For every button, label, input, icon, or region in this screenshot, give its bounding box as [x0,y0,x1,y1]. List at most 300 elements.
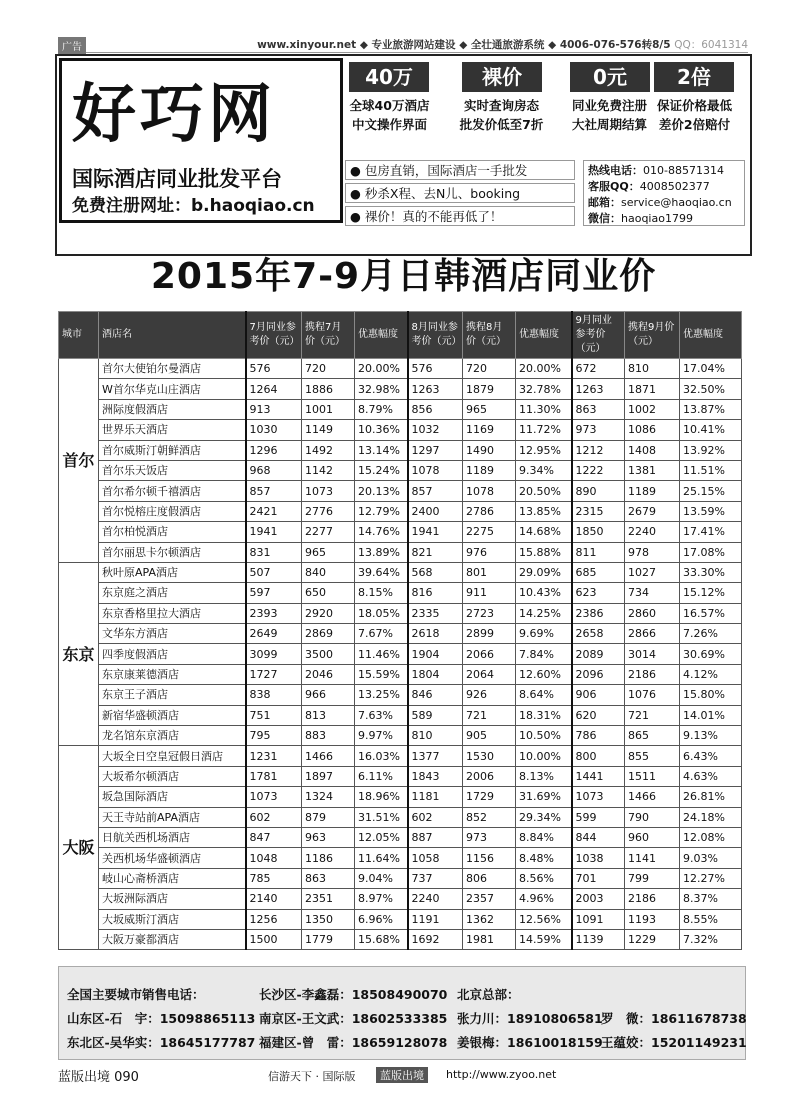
hotel-name-cell: 大阪万豪都酒店 [99,929,246,949]
price-cell: 968 [246,460,302,480]
column-header: 优惠幅度 [680,312,742,359]
column-header: 城市 [59,312,99,359]
price-cell: 29.34% [516,807,572,827]
feature-value-1: 40万 [349,62,429,92]
price-cell: 2315 [572,501,625,521]
hotel-name-cell: 首尔威斯汀朝鲜酒店 [99,440,246,460]
price-cell: 599 [572,807,625,827]
table-row [59,929,742,949]
ad-text [178,37,748,52]
price-cell: 973 [463,827,516,847]
feature-desc-1: 全球40万酒店 中文操作界面 [349,98,430,132]
ad-text-main: www.xinyour.net ◆ 专业旅游网站建设 ◆ 全壮通旅游系统 ◆ 4006-076-576转8/5 [257,39,671,51]
table-row [59,705,742,725]
signup-url[interactable]: 免费注册网址：b.haoqiao.cn [72,196,315,216]
price-cell: 913 [246,399,302,419]
contact-box [583,160,745,226]
price-cell: 2089 [572,644,625,664]
price-cell: 813 [302,705,355,725]
table-row [59,379,742,399]
hotel-name-cell: 大坂洲际酒店 [99,889,246,909]
price-cell: 1189 [625,481,680,501]
price-cell: 15.80% [680,685,742,705]
feature-desc-2: 实时查询房态 批发价低至7折 [459,98,544,132]
price-cell: 18.96% [355,787,408,807]
table-row [59,746,742,766]
price-cell: 831 [246,542,302,562]
price-cell: 8.64% [516,685,572,705]
price-cell: 2064 [463,664,516,684]
price-cell: 2240 [625,522,680,542]
price-cell: 1186 [302,848,355,868]
price-cell: 11.46% [355,644,408,664]
contact-hotline: 热线电话：010-88571314 [588,164,724,177]
price-cell: 1324 [302,787,355,807]
price-cell: 1511 [625,766,680,786]
price-cell: 965 [302,542,355,562]
price-cell: 7.26% [680,624,742,644]
price-cell: 10.43% [516,583,572,603]
price-cell: 17.04% [680,359,742,379]
logo-subtitle: 国际酒店同业批发平台 [72,167,282,191]
price-cell: 2357 [463,889,516,909]
price-cell: 1078 [463,481,516,501]
price-cell: 15.88% [516,542,572,562]
ad-tag: 广告 [58,37,86,54]
price-cell: 13.14% [355,440,408,460]
sales-contact: 姜银梅：18610018159 [457,1035,603,1050]
hotel-name-cell: 文华东方酒店 [99,624,246,644]
price-cell: 856 [408,399,463,419]
price-cell: 1030 [246,420,302,440]
price-cell: 1727 [246,664,302,684]
price-cell: 2006 [463,766,516,786]
price-cell: 905 [463,726,516,746]
price-cell: 620 [572,705,625,725]
price-cell: 1212 [572,440,625,460]
column-header: 优惠幅度 [516,312,572,359]
price-cell: 32.98% [355,379,408,399]
sales-contact: 长沙区-李鑫磊：18508490070 [259,987,448,1002]
contact-qq: 客服QQ：4008502377 [588,180,710,193]
price-cell: 978 [625,542,680,562]
price-cell: 960 [625,827,680,847]
price-cell: 1941 [246,522,302,542]
column-header: 9月同业参考价（元） [572,312,625,359]
hotel-name-cell: 坂急国际酒店 [99,787,246,807]
city-cell: 大阪 [59,746,99,950]
price-cell: 11.51% [680,460,742,480]
price-cell: 33.30% [680,562,742,582]
price-cell: 1981 [463,929,516,949]
price-cell: 9.13% [680,726,742,746]
price-cell: 16.57% [680,603,742,623]
hotel-name-cell: 大坂威斯汀酒店 [99,909,246,929]
column-header: 携程7月价（元） [302,312,355,359]
feature-value-2: 裸价 [462,62,542,92]
price-cell: 9.69% [516,624,572,644]
price-cell: 1001 [302,399,355,419]
table-header-row [59,312,742,359]
sales-contact: 福建区-曾 雷：18659128078 [259,1035,448,1050]
publisher: 信游天下 · 国际版 [268,1070,356,1083]
table-row [59,644,742,664]
price-cell: 1256 [246,909,302,929]
hotel-name-cell: 天王寺站前APA酒店 [99,807,246,827]
table-row [59,420,742,440]
price-cell: 568 [408,562,463,582]
price-cell: 2649 [246,624,302,644]
feature-desc-3: 同业免费注册 大社周期结算 [571,98,647,132]
price-cell: 6.11% [355,766,408,786]
price-cell: 887 [408,827,463,847]
price-cell: 8.15% [355,583,408,603]
city-cell: 东京 [59,562,99,746]
contact-wechat: 微信：haoqiao1799 [588,212,693,225]
table-row [59,542,742,562]
price-cell: 806 [463,868,516,888]
price-cell: 12.56% [516,909,572,929]
price-cell: 701 [572,868,625,888]
hotel-name-cell: 首尔柏悦酒店 [99,522,246,542]
price-cell: 14.76% [355,522,408,542]
rates-table [58,311,742,950]
table-row [59,909,742,929]
price-cell: 12.60% [516,664,572,684]
price-cell: 2096 [572,664,625,684]
sales-heading: 全国主要城市销售电话： [67,987,205,1002]
price-cell: 10.41% [680,420,742,440]
price-cell: 926 [463,685,516,705]
table-row [59,562,742,582]
price-cell: 8.79% [355,399,408,419]
price-cell: 8.13% [516,766,572,786]
price-cell: 30.69% [680,644,742,664]
hotel-name-cell: 首尔大使铂尔曼酒店 [99,359,246,379]
hotel-name-cell: 日航关西机场酒店 [99,827,246,847]
price-cell: 2046 [302,664,355,684]
sales-contact: 东北区-吴华实：18645177787 [67,1035,256,1050]
price-cell: 15.68% [355,929,408,949]
price-cell: 721 [625,705,680,725]
price-cell: 18.05% [355,603,408,623]
price-cell: 15.59% [355,664,408,684]
price-cell: 18.31% [516,705,572,725]
ad-strip [58,36,748,53]
price-cell: 883 [302,726,355,746]
price-cell: 8.55% [680,909,742,929]
price-cell: 799 [625,868,680,888]
price-cell: 840 [302,562,355,582]
price-cell: 7.63% [355,705,408,725]
price-cell: 1191 [408,909,463,929]
price-cell: 685 [572,562,625,582]
price-cell: 976 [463,542,516,562]
price-cell: 1222 [572,460,625,480]
price-cell: 1002 [625,399,680,419]
price-cell: 16.03% [355,746,408,766]
price-cell: 963 [302,827,355,847]
price-cell: 2386 [572,603,625,623]
price-cell: 9.34% [516,460,572,480]
price-cell: 589 [408,705,463,725]
table-row [59,603,742,623]
table-row [59,807,742,827]
price-cell: 838 [246,685,302,705]
price-cell: 8.84% [516,827,572,847]
price-cell: 11.72% [516,420,572,440]
hotel-name-cell: 关西机场华盛顿酒店 [99,848,246,868]
page-title: 2015年7-9月日韩酒店同业价 [150,256,657,297]
hotel-name-cell: 大坂全日空皇冠假日酒店 [99,746,246,766]
price-cell: 1181 [408,787,463,807]
price-cell: 863 [302,868,355,888]
column-header: 携程9月价（元） [625,312,680,359]
price-cell: 1492 [302,440,355,460]
price-cell: 1781 [246,766,302,786]
price-cell: 2776 [302,501,355,521]
hotel-name-cell: 四季度假酒店 [99,644,246,664]
price-cell: 13.87% [680,399,742,419]
price-cell: 14.01% [680,705,742,725]
price-cell: 857 [408,481,463,501]
price-cell: 890 [572,481,625,501]
price-cell: 847 [246,827,302,847]
feature-value-3: 0元 [570,62,650,92]
price-cell: 8.48% [516,848,572,868]
hotel-name-cell: 首尔乐天饭店 [99,460,246,480]
price-cell: 911 [463,583,516,603]
price-cell: 13.85% [516,501,572,521]
price-cell: 2140 [246,889,302,909]
price-cell: 1886 [302,379,355,399]
bullet-2: ● 秒杀X程、去N儿、booking [345,183,575,203]
price-cell: 8.56% [516,868,572,888]
hotel-name-cell: 岐山心斋桥酒店 [99,868,246,888]
price-cell: 13.59% [680,501,742,521]
price-cell: 2723 [463,603,516,623]
price-cell: 1073 [572,787,625,807]
table-row [59,522,742,542]
price-cell: 20.13% [355,481,408,501]
price-cell: 816 [408,583,463,603]
table-row [59,460,742,480]
price-cell: 3014 [625,644,680,664]
table-row [59,501,742,521]
price-cell: 1048 [246,848,302,868]
price-cell: 10.50% [516,726,572,746]
table-row [59,787,742,807]
price-cell: 855 [625,746,680,766]
hotel-name-cell: 秋叶原APA酒店 [99,562,246,582]
price-cell: 1058 [408,848,463,868]
price-cell: 2240 [408,889,463,909]
price-cell: 1729 [463,787,516,807]
price-cell: 1078 [408,460,463,480]
column-header: 携程8月价（元） [463,312,516,359]
price-cell: 1297 [408,440,463,460]
price-cell: 17.41% [680,522,742,542]
price-cell: 1941 [408,522,463,542]
price-cell: 4.12% [680,664,742,684]
price-cell: 737 [408,868,463,888]
price-cell: 1362 [463,909,516,929]
price-cell: 1139 [572,929,625,949]
publisher-url[interactable]: http://www.zyoo.net [446,1068,557,1081]
table-body [59,359,742,950]
price-cell: 720 [302,359,355,379]
price-cell: 2351 [302,889,355,909]
price-cell: 721 [463,705,516,725]
price-cell: 1871 [625,379,680,399]
price-cell: 2186 [625,889,680,909]
hotel-name-cell: 东京香格里拉大酒店 [99,603,246,623]
price-cell: 2866 [625,624,680,644]
price-cell: 2335 [408,603,463,623]
price-cell: 1264 [246,379,302,399]
table-row [59,766,742,786]
price-cell: 7.84% [516,644,572,664]
price-cell: 2679 [625,501,680,521]
price-cell: 11.30% [516,399,572,419]
table-row [59,583,742,603]
hotel-name-cell: 东京庭之酒店 [99,583,246,603]
price-cell: 1073 [302,481,355,501]
price-cell: 1231 [246,746,302,766]
price-cell: 2400 [408,501,463,521]
header-box [55,54,752,297]
hotel-name-cell: 世界乐天酒店 [99,420,246,440]
price-cell: 15.24% [355,460,408,480]
price-cell: 17.08% [680,542,742,562]
price-cell: 32.50% [680,379,742,399]
price-cell: 12.95% [516,440,572,460]
price-cell: 4.96% [516,889,572,909]
price-cell: 576 [246,359,302,379]
page-number: 蓝版出境 090 [58,1070,139,1085]
price-cell: 602 [246,807,302,827]
price-cell: 3500 [302,644,355,664]
price-cell: 1843 [408,766,463,786]
price-cell: 3099 [246,644,302,664]
price-cell: 1193 [625,909,680,929]
table-row [59,664,742,684]
price-cell: 7.67% [355,624,408,644]
bullet-3: ● 裸价！真的不能再低了！ [345,206,575,226]
price-cell: 12.27% [680,868,742,888]
price-cell: 1779 [302,929,355,949]
hotel-name-cell: 东京康莱德酒店 [99,664,246,684]
price-cell: 12.08% [680,827,742,847]
sales-contact: 山东区-石 宇：15098865113 [67,1011,256,1026]
price-cell: 1296 [246,440,302,460]
price-cell: 8.97% [355,889,408,909]
price-cell: 906 [572,685,625,705]
price-cell: 20.00% [355,359,408,379]
price-cell: 1408 [625,440,680,460]
price-cell: 2066 [463,644,516,664]
price-cell: 11.64% [355,848,408,868]
price-cell: 507 [246,562,302,582]
logo: 好巧网 [72,78,276,152]
price-cell: 2618 [408,624,463,644]
contact-email[interactable]: 邮箱：service@haoqiao.cn [588,196,732,209]
hotel-name-cell: 首尔希尔顿千禧酒店 [99,481,246,501]
column-header: 酒店名 [99,312,246,359]
price-cell: 810 [625,359,680,379]
price-cell: 790 [625,807,680,827]
price-cell: 2658 [572,624,625,644]
price-cell: 2869 [302,624,355,644]
price-cell: 4.63% [680,766,742,786]
price-cell: 1263 [572,379,625,399]
price-cell: 720 [463,359,516,379]
price-cell: 1091 [572,909,625,929]
price-cell: 1156 [463,848,516,868]
price-cell: 800 [572,746,625,766]
table-row [59,868,742,888]
price-cell: 25.15% [680,481,742,501]
price-cell: 31.51% [355,807,408,827]
price-cell: 1189 [463,460,516,480]
price-cell: 1377 [408,746,463,766]
feature-desc-4: 保证价格最低 差价2倍赔付 [656,98,732,132]
sales-contact: 罗 微：18611678738 [601,1011,747,1026]
price-cell: 1850 [572,522,625,542]
price-cell: 2920 [302,603,355,623]
price-cell: 602 [408,807,463,827]
price-cell: 811 [572,542,625,562]
price-cell: 1073 [246,787,302,807]
table-row [59,624,742,644]
price-cell: 1038 [572,848,625,868]
price-cell: 1381 [625,460,680,480]
column-header: 8月同业参考价（元） [408,312,463,359]
price-cell: 2786 [463,501,516,521]
hotel-name-cell: 东京王子酒店 [99,685,246,705]
price-cell: 973 [572,420,625,440]
price-cell: 786 [572,726,625,746]
price-cell: 1076 [625,685,680,705]
price-cell: 8.37% [680,889,742,909]
price-cell: 801 [463,562,516,582]
price-cell: 965 [463,399,516,419]
price-cell: 751 [246,705,302,725]
price-cell: 2899 [463,624,516,644]
price-cell: 795 [246,726,302,746]
price-cell: 2860 [625,603,680,623]
price-cell: 10.36% [355,420,408,440]
hotel-name-cell: W首尔华克山庄酒店 [99,379,246,399]
price-cell: 672 [572,359,625,379]
price-cell: 13.92% [680,440,742,460]
hotel-name-cell: 首尔丽思卡尔顿酒店 [99,542,246,562]
price-cell: 1500 [246,929,302,949]
price-cell: 2003 [572,889,625,909]
price-cell: 821 [408,542,463,562]
price-cell: 9.97% [355,726,408,746]
table-row [59,848,742,868]
price-cell: 2393 [246,603,302,623]
price-cell: 1530 [463,746,516,766]
price-cell: 1904 [408,644,463,664]
price-cell: 734 [625,583,680,603]
price-cell: 623 [572,583,625,603]
price-cell: 12.79% [355,501,408,521]
price-cell: 13.25% [355,685,408,705]
hotel-name-cell: 首尔悦榕庄度假酒店 [99,501,246,521]
feature-value-4: 2倍 [654,62,734,92]
